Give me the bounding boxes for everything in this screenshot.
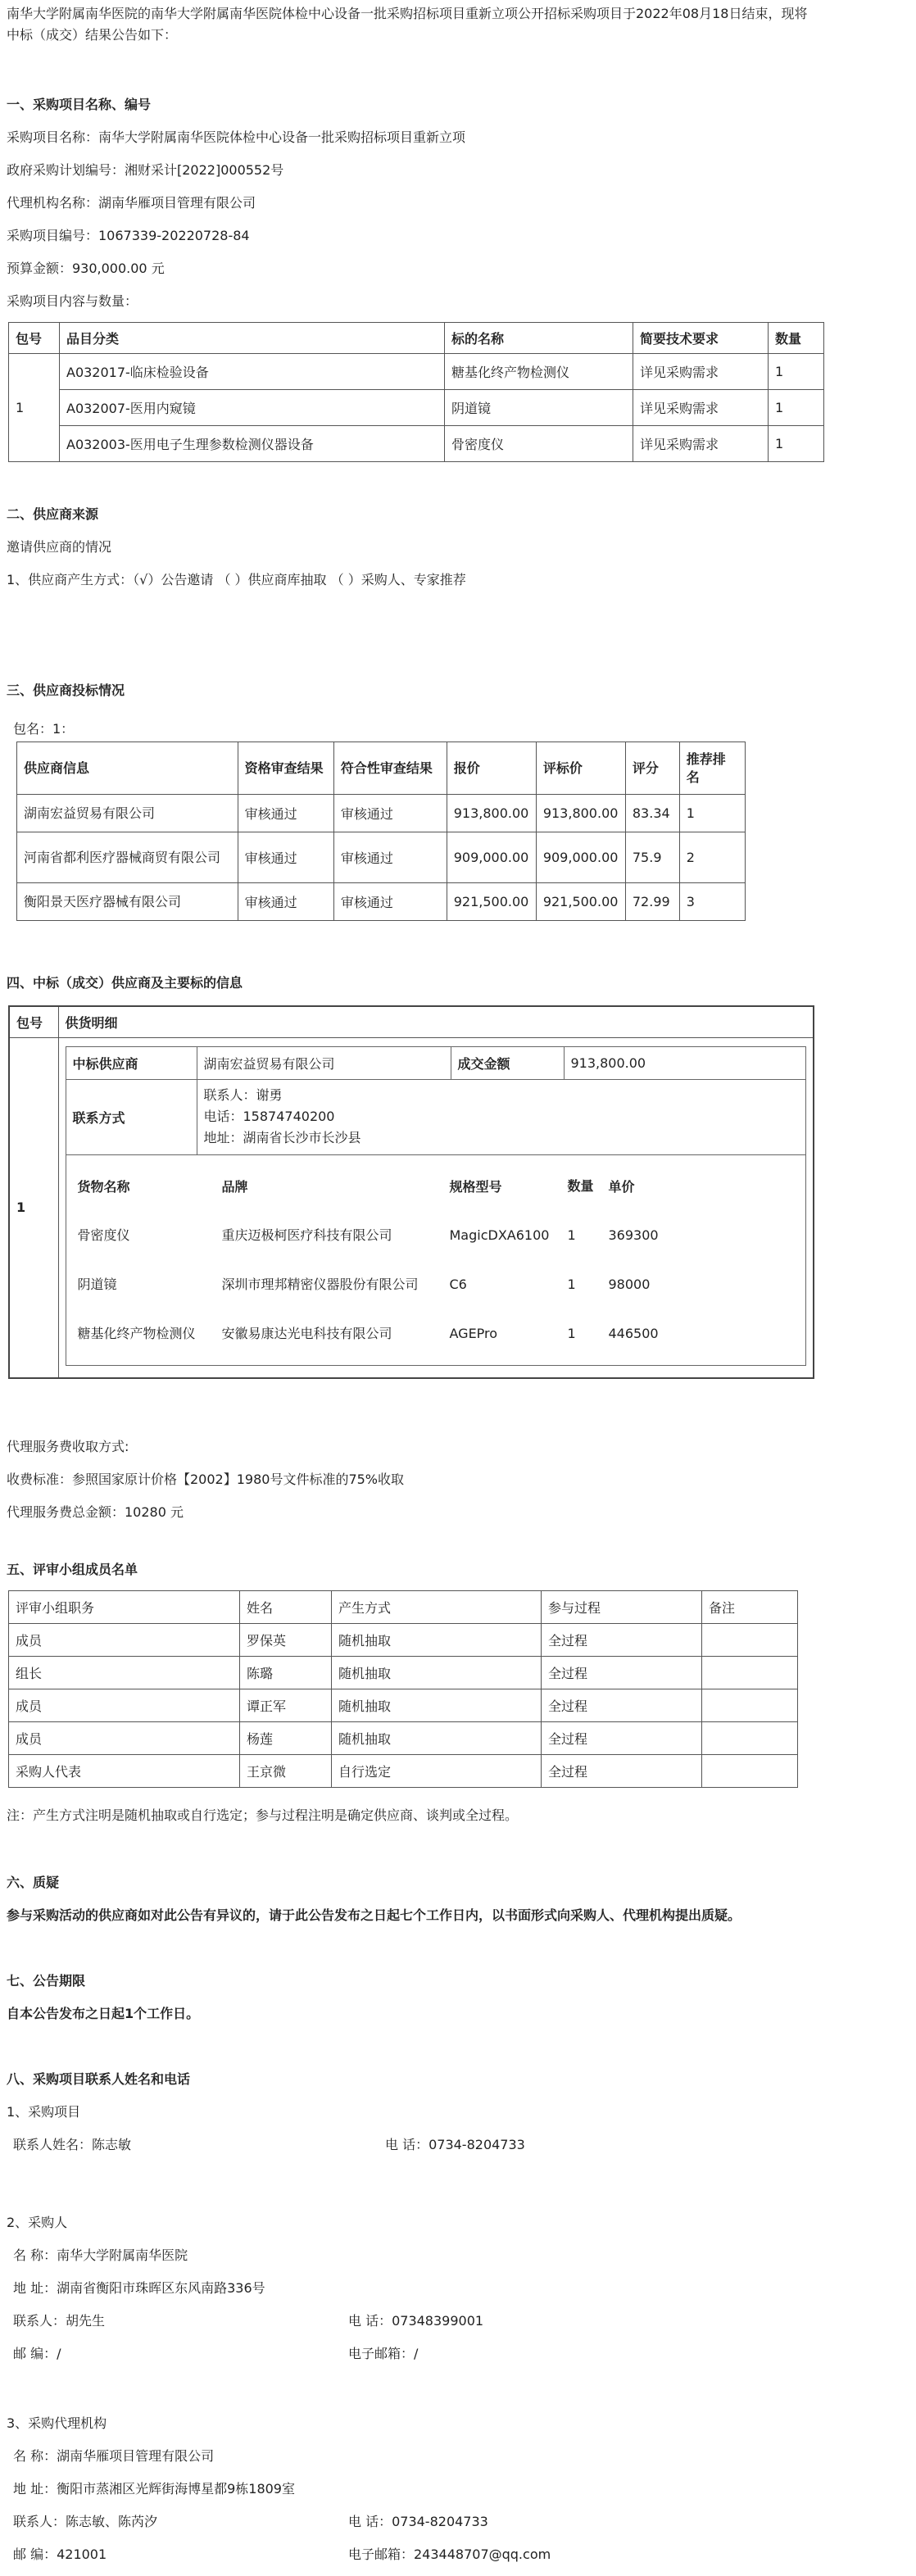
agency-address: 地 址：衡阳市蒸湘区光辉街海博星都9栋1809室 xyxy=(13,2481,295,2497)
section-4-title: 四、中标（成交）供应商及主要标的信息 xyxy=(7,975,243,991)
review-note: 注：产生方式注明是随机抽取或自行选定；参与过程注明是确定供应商、谈判或全过程。 xyxy=(7,1807,519,1823)
table-row xyxy=(9,1755,798,1788)
col-header: 参与过程 xyxy=(542,1591,702,1624)
table-cell: 糖基化终产物检测仪 xyxy=(77,1325,196,1341)
table-cell: 衡阳景天医疗器械有限公司 xyxy=(17,883,238,921)
contact-info xyxy=(197,1079,806,1154)
table-row xyxy=(9,1037,814,1378)
col-header: 品目分类 xyxy=(60,323,445,354)
agency-contact-name: 名 称：湖南华雁项目管理有限公司 xyxy=(13,2448,215,2464)
table-row xyxy=(73,1260,800,1309)
table-row xyxy=(9,1722,798,1755)
package-label: 包名：1： xyxy=(13,721,75,737)
table-cell: 成员 xyxy=(9,1624,240,1657)
table-cell: 2 xyxy=(679,832,745,883)
contact-phone: 电话：15874740200 xyxy=(203,1109,335,1124)
table-header-row xyxy=(9,1591,798,1624)
col-header: 产生方式 xyxy=(332,1591,542,1624)
table-cell: 成员 xyxy=(9,1722,240,1755)
table-cell xyxy=(702,1689,798,1722)
col-header: 包号 xyxy=(9,1006,58,1037)
col-header: 评分 xyxy=(625,742,679,795)
table-cell: 随机抽取 xyxy=(332,1722,542,1755)
table-cell: 3 xyxy=(679,883,745,921)
table-row xyxy=(17,795,746,832)
table-cell: 详见采购需求 xyxy=(633,426,769,462)
content-label: 采购项目内容与数量： xyxy=(7,293,138,309)
agency-contact-person: 联系人：陈志敏、陈芮汐 xyxy=(13,2514,158,2529)
table-cell: 全过程 xyxy=(542,1689,702,1722)
contact-group-3-title: 3、采购代理机构 xyxy=(7,2415,107,2431)
table-cell xyxy=(702,1657,798,1689)
table-cell: 安徽易康达光电科技有限公司 xyxy=(221,1325,392,1341)
table-cell: 详见采购需求 xyxy=(633,390,769,426)
table-cell: 1 xyxy=(769,426,824,462)
table-cell: 陈璐 xyxy=(240,1657,332,1689)
col-header: 评标价 xyxy=(536,742,625,795)
table-cell: 83.34 xyxy=(625,795,679,832)
table-cell: 河南省都利医疗器械商贸有限公司 xyxy=(17,832,238,883)
table-cell: C6 xyxy=(449,1277,467,1292)
table-cell: 重庆迈极柯医疗科技有限公司 xyxy=(221,1227,392,1243)
table-cell: 921,500.00 xyxy=(536,883,625,921)
table-cell: 组长 xyxy=(9,1657,240,1689)
contact-label: 联系方式 xyxy=(66,1079,197,1154)
table-cell: AGEPro xyxy=(449,1326,498,1341)
procurement-items-table xyxy=(8,322,824,462)
table-cell: 1 xyxy=(679,795,745,832)
col-header: 推荐排名 xyxy=(679,742,745,795)
table-cell: A032003-医用电子生理参数检测仪器设备 xyxy=(60,426,445,462)
contact-person: 联系人：谢勇 xyxy=(203,1087,283,1103)
table-cell: 骨密度仪 xyxy=(445,426,633,462)
table-cell: 921,500.00 xyxy=(447,883,536,921)
table-cell: 成员 xyxy=(9,1689,240,1722)
table-cell: 1 xyxy=(769,390,824,426)
col-header: 报价 xyxy=(447,742,536,795)
supplier-method: 1、供应商产生方式：（√）公告邀请 （ ）供应商库抽取 （ ）采购人、专家推荐 xyxy=(7,572,466,587)
table-cell: 审核通过 xyxy=(333,883,447,921)
table-cell: 自行选定 xyxy=(332,1755,542,1788)
contact-address: 地址：湖南省长沙市长沙县 xyxy=(203,1130,361,1145)
table-header-row xyxy=(73,1162,800,1211)
table-cell: 随机抽取 xyxy=(332,1689,542,1722)
table-cell: 1 xyxy=(769,354,824,390)
table-header-row xyxy=(17,742,746,795)
section-5-title: 五、评审小组成员名单 xyxy=(7,1562,138,1577)
table-header-row xyxy=(9,323,824,354)
table-cell: 骨密度仪 xyxy=(77,1227,130,1243)
col-header: 供货明细 xyxy=(58,1006,814,1037)
col-header: 规格型号 xyxy=(449,1179,502,1195)
package-number: 1 xyxy=(9,1037,58,1378)
supply-detail-cell xyxy=(58,1037,814,1378)
table-cell: 审核通过 xyxy=(333,795,447,832)
table-row xyxy=(66,1154,806,1365)
col-header: 品牌 xyxy=(221,1179,248,1195)
table-row xyxy=(9,426,824,462)
table-cell: 审核通过 xyxy=(333,832,447,883)
table-cell: 913,800.00 xyxy=(447,795,536,832)
table-row xyxy=(73,1211,800,1260)
col-header: 供应商信息 xyxy=(17,742,238,795)
section-1-title: 一、采购项目名称、编号 xyxy=(7,97,152,112)
table-cell: 深圳市理邦精密仪器股份有限公司 xyxy=(221,1276,419,1292)
col-header: 数量 xyxy=(567,1177,594,1194)
section-3-title: 三、供应商投标情况 xyxy=(7,683,125,698)
col-header: 包号 xyxy=(9,323,60,354)
table-cell: 罗保英 xyxy=(240,1624,332,1657)
table-row xyxy=(9,1624,798,1657)
contact-group-2-title: 2、采购人 xyxy=(7,2215,68,2230)
agency-name: 代理机构名称：湖南华雁项目管理有限公司 xyxy=(7,195,256,211)
intro-line-2: 中标（成交）结果公告如下： xyxy=(7,27,178,43)
section-2-title: 二、供应商来源 xyxy=(7,506,99,522)
col-header: 货物名称 xyxy=(77,1179,130,1195)
table-cell: 1 xyxy=(567,1227,576,1243)
table-row xyxy=(9,354,824,390)
table-cell: 审核通过 xyxy=(238,883,333,921)
project-number: 采购项目编号：1067339-20220728-84 xyxy=(7,228,250,243)
purchaser-contact: 联系人：胡先生 xyxy=(13,2313,106,2329)
table-row xyxy=(9,1657,798,1689)
budget-amount: 预算金额：930,000.00 元 xyxy=(7,261,165,276)
invitation-label: 邀请供应商的情况 xyxy=(7,539,112,555)
period-text: 自本公告发布之日起1个工作日。 xyxy=(7,2006,200,2021)
table-cell: 1 xyxy=(567,1277,576,1292)
review-team-table xyxy=(8,1590,798,1788)
table-cell: 采购人代表 xyxy=(9,1755,240,1788)
table-cell: 王京微 xyxy=(240,1755,332,1788)
table-cell: 谭正军 xyxy=(240,1689,332,1722)
bid-table xyxy=(16,742,746,921)
col-header: 标的名称 xyxy=(445,323,633,354)
winner-table xyxy=(8,1005,814,1379)
table-cell: 98000 xyxy=(608,1277,651,1292)
table-cell: A032017-临床检验设备 xyxy=(60,354,445,390)
col-header: 姓名 xyxy=(240,1591,332,1624)
supplier-info-table xyxy=(66,1046,807,1366)
contact-group-1-title: 1、采购项目 xyxy=(7,2104,81,2120)
section-6-title: 六、质疑 xyxy=(7,1875,60,1890)
table-cell: 72.99 xyxy=(625,883,679,921)
agency-zip: 邮 编：421001 xyxy=(13,2547,107,2562)
table-header-row xyxy=(9,1006,814,1037)
table-cell: 446500 xyxy=(608,1326,659,1341)
table-cell: 全过程 xyxy=(542,1624,702,1657)
table-cell: 全过程 xyxy=(542,1755,702,1788)
fee-method: 代理服务费收取方式: xyxy=(7,1439,129,1454)
fee-standard: 收费标准：参照国家原计价格【2002】1980号文件标准的75%收取 xyxy=(7,1472,405,1487)
purchaser-address: 地 址：湖南省衡阳市珠晖区东风南路336号 xyxy=(13,2280,265,2296)
objection-text: 参与采购活动的供应商如对此公告有异议的，请于此公告发布之日起七个工作日内，以书面形式向采购人、代理机构提出质疑。 xyxy=(7,1907,741,1923)
amount-value: 913,800.00 xyxy=(564,1046,806,1079)
table-cell: 湖南宏益贸易有限公司 xyxy=(17,795,238,832)
project-name: 采购项目名称：南华大学附属南华医院体检中心设备一批采购招标项目重新立项 xyxy=(7,129,466,145)
table-cell: 随机抽取 xyxy=(332,1624,542,1657)
goods-cell xyxy=(66,1154,806,1365)
table-cell xyxy=(702,1722,798,1755)
fee-total: 代理服务费总金额：10280 元 xyxy=(7,1504,184,1520)
col-header: 符合性审查结果 xyxy=(333,742,447,795)
table-row xyxy=(17,832,746,883)
package-number: 1 xyxy=(9,354,60,462)
table-cell: 审核通过 xyxy=(238,795,333,832)
table-cell: 909,000.00 xyxy=(536,832,625,883)
table-row xyxy=(17,883,746,921)
table-row xyxy=(9,390,824,426)
plan-number: 政府采购计划编号：湘财采计[2022]000552号 xyxy=(7,162,284,178)
col-header: 数量 xyxy=(769,323,824,354)
table-cell: 阴道镜 xyxy=(445,390,633,426)
table-cell: 369300 xyxy=(608,1227,659,1243)
table-cell: MagicDXA6100 xyxy=(449,1227,550,1243)
table-cell: 详见采购需求 xyxy=(633,354,769,390)
purchaser-name: 名 称：南华大学附属南华医院 xyxy=(13,2247,188,2263)
project-contact-phone: 电 话：0734-8204733 xyxy=(385,2137,525,2152)
agency-email: 电子邮箱：243448707@qq.com xyxy=(348,2547,551,2562)
table-cell: 全过程 xyxy=(542,1722,702,1755)
col-header: 单价 xyxy=(608,1179,635,1195)
table-cell: 审核通过 xyxy=(238,832,333,883)
purchaser-phone: 电 话：07348399001 xyxy=(348,2313,484,2329)
section-7-title: 七、公告期限 xyxy=(7,1973,86,1989)
col-header: 备注 xyxy=(702,1591,798,1624)
table-cell: 杨莲 xyxy=(240,1722,332,1755)
table-cell: A032007-医用内窥镜 xyxy=(60,390,445,426)
intro-line-1: 南华大学附属南华医院的南华大学附属南华医院体检中心设备一批采购招标项目重新立项公开招标采购项目于2022年08月18日结束，现将 xyxy=(7,6,808,21)
section-8-title: 八、采购项目联系人姓名和电话 xyxy=(7,2071,191,2087)
table-row xyxy=(9,1689,798,1722)
winner-label: 中标供应商 xyxy=(66,1046,197,1079)
purchaser-email: 电子邮箱：/ xyxy=(348,2346,419,2361)
amount-label: 成交金额 xyxy=(451,1046,564,1079)
table-cell: 阴道镜 xyxy=(77,1276,117,1292)
table-row xyxy=(66,1079,806,1154)
table-cell: 随机抽取 xyxy=(332,1657,542,1689)
table-cell: 909,000.00 xyxy=(447,832,536,883)
project-contact-name: 联系人姓名：陈志敏 xyxy=(13,2137,132,2152)
table-cell: 75.9 xyxy=(625,832,679,883)
table-cell: 1 xyxy=(567,1326,576,1341)
table-cell xyxy=(702,1755,798,1788)
agency-phone: 电 话：0734-8204733 xyxy=(348,2514,488,2529)
goods-table xyxy=(73,1162,800,1358)
col-header: 资格审查结果 xyxy=(238,742,333,795)
table-cell: 糖基化终产物检测仪 xyxy=(445,354,633,390)
table-cell: 913,800.00 xyxy=(536,795,625,832)
winner-name: 湖南宏益贸易有限公司 xyxy=(197,1046,451,1079)
table-row xyxy=(66,1046,806,1079)
table-cell: 全过程 xyxy=(542,1657,702,1689)
col-header: 评审小组职务 xyxy=(9,1591,240,1624)
table-cell xyxy=(702,1624,798,1657)
table-row xyxy=(73,1309,800,1358)
purchaser-zip: 邮 编：/ xyxy=(13,2346,61,2361)
col-header: 简要技术要求 xyxy=(633,323,769,354)
